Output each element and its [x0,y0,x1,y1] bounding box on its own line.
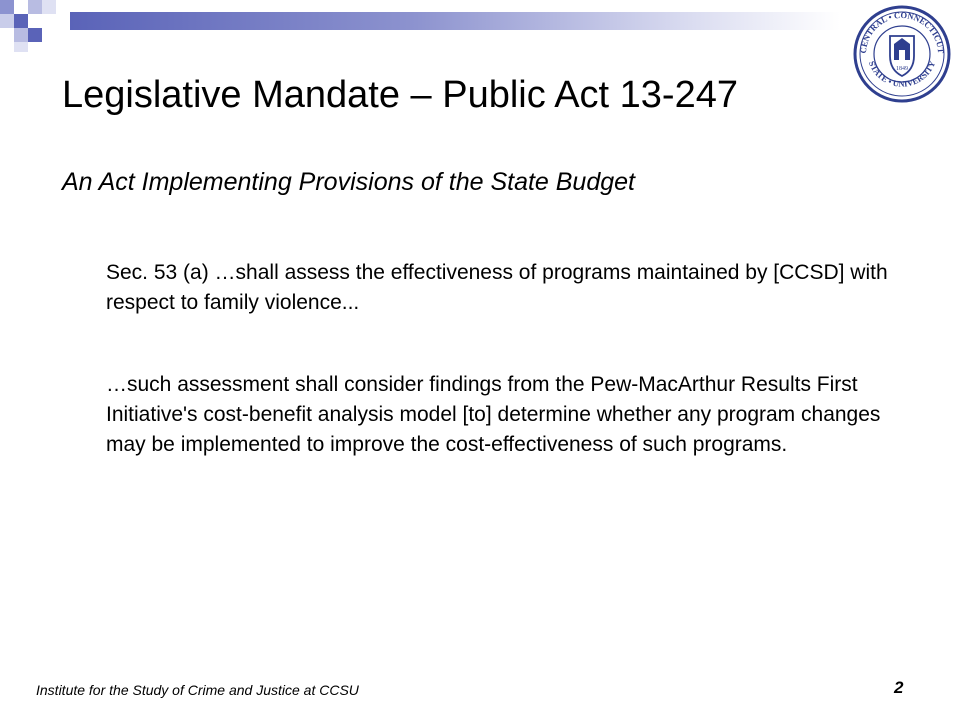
body-paragraph-sec53: Sec. 53 (a) …shall assess the effectiveness of programs maintained by [CCSD] with respect to family violence... [106,261,888,314]
slide-title: Legislative Mandate – Public Act 13-247 [62,74,738,116]
svg-text:CENTRAL • CONNECTICUT: CENTRAL • CONNECTICUT [857,9,947,54]
svg-text:1849: 1849 [896,66,908,72]
corner-squares-decoration [0,0,80,60]
footer-text: Institute for the Study of Crime and Justice at CCSU [36,682,359,698]
slide-subtitle: An Act Implementing Provisions of the State Budget [62,168,635,196]
header-gradient-bar [70,12,840,30]
university-seal-logo [852,4,952,104]
svg-text:STATE • UNIVERSITY: STATE • UNIVERSITY [866,59,938,89]
page-number: 2 [894,678,904,697]
body-paragraph-assessment: …such assessment shall consider findings from the Pew-MacArthur Results First Initiative's cost-benefit analysis model [to] determine whether any program changes may be implemented to improve the cost-effectiveness of such programs. [106,373,881,456]
